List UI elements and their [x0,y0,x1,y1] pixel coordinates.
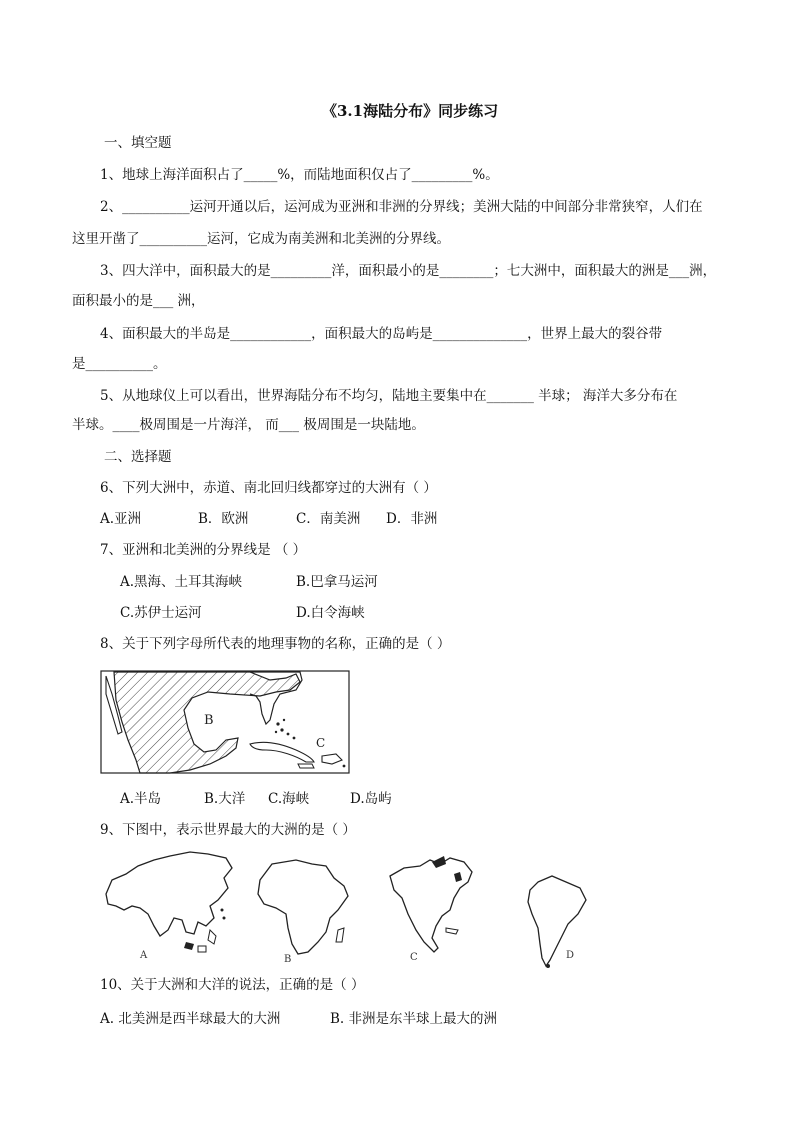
q9-label-d: D [566,950,575,961]
question-10: 10、关于大洲和大洋的说法，正确的是（ ） [100,977,365,993]
question-3-line-1: 3、四大洋中，面积最大的是_________洋，面积最小的是________；七大洲中，面积最大的洲是___洲， [100,263,717,279]
q8-map-svg [100,670,350,774]
q7-option-c: C.苏伊士运河 [120,605,202,621]
q9-map-south-america [522,874,594,968]
q8-option-d: D.岛屿 [350,791,392,807]
question-8: 8、关于下列字母所代表的地理事物的名称，正确的是（ ） [100,636,451,652]
section-multiple-choice: 二、选择题 [104,449,172,465]
question-9: 9、下图中，表示世界最大的大洲的是（ ） [100,822,356,838]
q7-option-a: A.黑海、土耳其海峡 [120,574,243,590]
q9-map-north-america [384,852,480,964]
q6-option-c: C．南美洲 [296,511,361,527]
section-fill-blank: 一、填空题 [104,135,172,151]
q6-option-b: B．欧洲 [198,511,249,527]
question-2-line-2: 这里开凿了__________运河，它成为南美洲和北美洲的分界线。 [72,231,450,247]
question-1: 1、地球上海洋面积占了_____%，而陆地面积仅占了_________%。 [100,167,499,183]
q6-option-d: D．非洲 [386,511,438,527]
question-4-line-1: 4、面积最大的半岛是____________，面积最大的岛屿是______________，世界上最大的裂谷带 [100,326,663,342]
q9-label-b: B [284,954,292,964]
q8-map-label-c: C [316,736,326,750]
q9-label-a: A [140,950,148,961]
q10-option-a: A. 北美洲是西半球最大的大洲 [100,1011,281,1027]
question-2-line-1: 2、__________运河开通以后，运河成为亚洲和非洲的分界线；美洲大陆的中间部分非常狭窄，人们在 [100,199,703,215]
q8-map-figure [100,670,350,774]
question-3-line-2: 面积最小的是___ 洲， [72,293,205,309]
question-5-line-1: 5、从地球仪上可以看出，世界海陆分布不均匀，陆地主要集中在_______ 半球； 海洋大多分布在 [100,388,678,404]
q9-map-asia [98,848,238,964]
page-title: 《3.1海陆分布》同步练习 [322,102,499,120]
q7-option-d: D.白令海峡 [296,605,365,621]
q6-option-a: A.亚洲 [100,511,142,527]
q10-option-b: B. 非洲是东半球上最大的洲 [330,1011,498,1027]
question-6: 6、下列大洲中，赤道、南北回归线都穿过的大洲有（ ） [100,480,437,496]
question-5-line-2: 半球。____极周围是一片海洋， 而___ 极周围是一块陆地。 [72,417,425,433]
q8-option-b: B.大洋 [204,791,246,807]
q8-map-label-b: B [204,713,214,728]
q9-map-africa [252,858,354,964]
question-7: 7、亚洲和北美洲的分界线是 （ ） [100,542,307,558]
q9-label-c: C [410,952,418,963]
q8-option-a: A.半岛 [120,791,162,807]
q7-option-b: B.巴拿马运河 [296,574,378,590]
question-4-line-2: 是__________。 [72,356,167,372]
q8-option-c: C.海峡 [268,791,310,807]
